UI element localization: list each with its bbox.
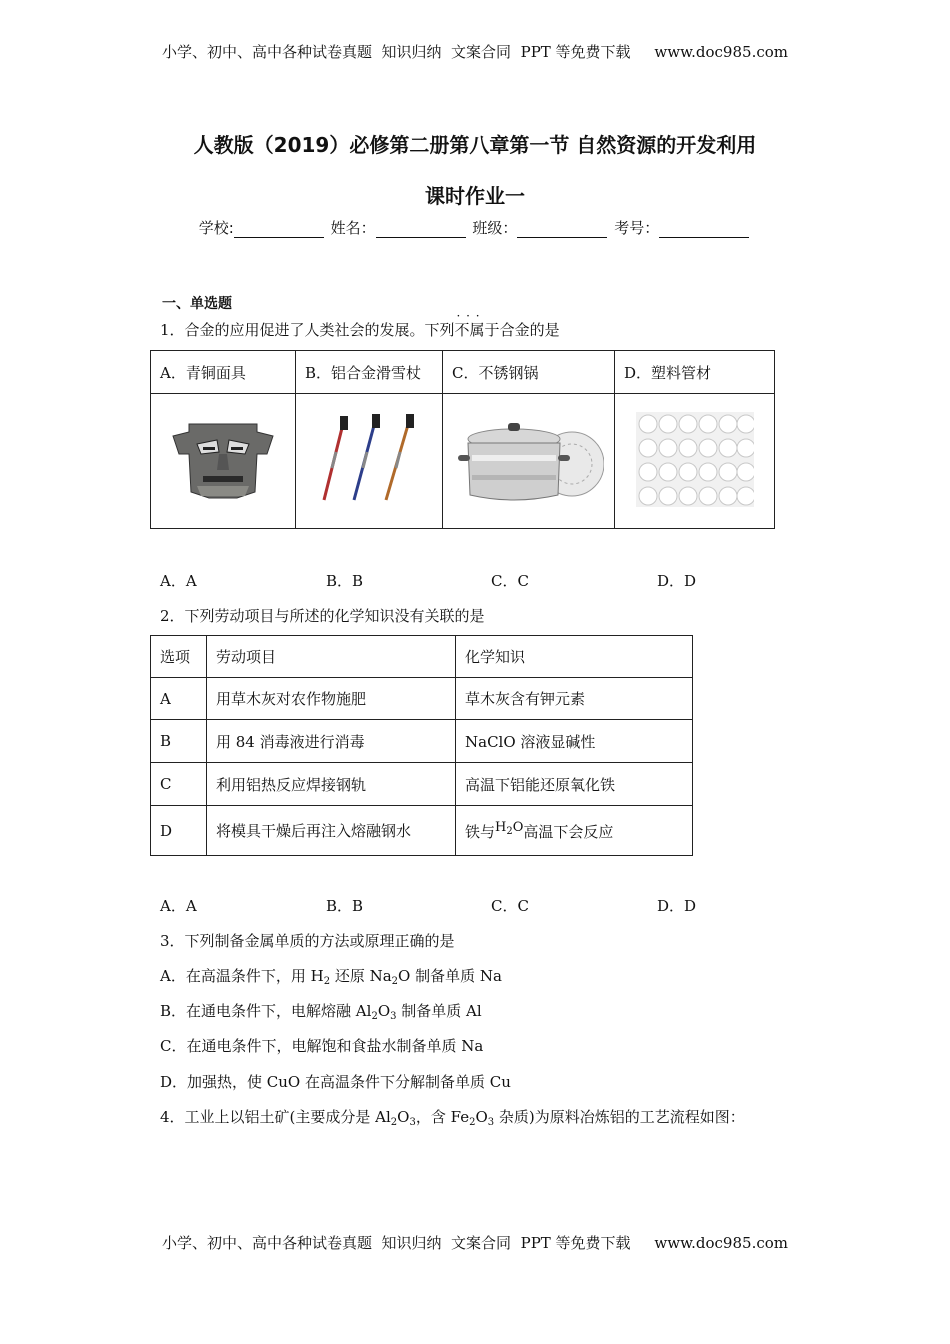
class-field[interactable] [517,223,607,238]
q2-header-option: 选项 [151,636,207,678]
q2-row-b [151,720,693,763]
q4-s3: 2 [469,1117,476,1128]
q2-row-d [151,806,693,856]
q2-option-d[interactable]: D．D [657,897,697,915]
q3b-t1: B．在通电条件下，电解熔融 Al [160,1002,372,1020]
q2-row-chemistry: 高温下铝能还原氧化铁 [456,763,693,806]
q2-row-option: C [151,763,207,806]
q4-t5: 杂质)为原料冶炼铝的工艺流程如图： [494,1108,745,1126]
q2-header-labor: 劳动项目 [207,636,456,678]
q2-row-c [151,763,693,806]
water-formula-h: H [495,819,507,835]
bronze-mask-image [151,394,296,529]
q2-row-labor: 利用铝热反应焊接钢轨 [207,763,456,806]
number-field[interactable] [659,223,749,238]
q3a-t2: 还原 Na [330,967,392,985]
page-footer: 小学、初中、高中各种试卷真题 知识归纳 文案合同 PPT 等免费下载 www.doc985.com [161,1234,788,1252]
school-label: 学校: [198,219,234,237]
water-formula-o: O [512,819,524,835]
q2-row-option: D [151,806,207,856]
q4-t4: O [475,1108,488,1126]
q1-text-post: 合金的是 [499,321,560,339]
question-3: 3．下列制备金属单质的方法或原理正确的是 [160,932,455,950]
class-label: 班级： [472,219,518,237]
q4-t2: O [397,1108,410,1126]
q2-row-labor: 将模具干燥后再注入熔融钢水 [207,806,456,856]
q2-row-labor: 用 84 消毒液进行消毒 [207,720,456,763]
q1-cell-c: C．不锈钢锅 [443,351,615,394]
q3a-t3: O 制备单质 Na [398,967,502,985]
school-field[interactable] [234,223,324,238]
q3a-s2: 2 [391,976,399,987]
q4-s4: 3 [487,1117,495,1128]
question-1 [160,319,560,340]
page-title: 人教版（2019）必修第二册第八章第一节 自然资源的开发利用 [193,133,757,157]
q3-option-c[interactable]: C．在通电条件下，电解饱和食盐水制备单质 Na [160,1037,484,1055]
q1-cell-a: A．青铜面具 [151,351,296,394]
ski-poles-image [296,394,443,529]
q3b-t2: O [377,1002,391,1020]
q3b-s2: 3 [390,1011,397,1022]
name-field[interactable] [376,223,466,238]
page-header: 小学、初中、高中各种试卷真题 知识归纳 文案合同 PPT 等免费下载 www.doc985.com [161,43,788,61]
number-label: 考号： [614,219,660,237]
q1-emphasis: 不属于 · · · [455,321,500,339]
q3-option-a[interactable] [160,965,502,987]
q2-row-chemistry [456,806,693,856]
q2-row-option: A [151,678,207,720]
q2-d-pre: 铁与 [465,822,496,841]
q2-row-option: B [151,720,207,763]
q1-cell-b: B．铝合金滑雪杖 [296,351,443,394]
q2-option-b[interactable]: B．B [326,897,364,915]
q1-option-b[interactable]: B．B [326,572,364,590]
question-4 [160,1106,745,1128]
q3-option-b[interactable] [160,1000,482,1022]
plastic-pipes-image [615,394,775,529]
section-heading: 一、单选题 [162,296,232,312]
student-info [0,217,950,238]
q2-row-chemistry: NaClO 溶液显碱性 [456,720,693,763]
q2-row-chemistry: 草木灰含有钾元素 [456,678,693,720]
q1-option-c[interactable]: C．C [491,572,529,590]
q2-row-a [151,678,693,720]
q2-table [150,635,693,856]
page-subtitle: 课时作业一 [425,184,525,208]
q3b-s1: 2 [371,1011,378,1022]
q3b-t3: 制备单质 Al [396,1002,482,1020]
steel-pot-image [443,394,615,529]
q3-option-d[interactable]: D．加强热，使 CuO 在高温条件下分解制备单质 Cu [160,1073,511,1091]
q2-option-a[interactable]: A．A [160,897,197,915]
q3a-t1: A．在高温条件下，用 H [160,967,324,985]
q2-header-chemistry: 化学知识 [456,636,693,678]
name-label: 姓名： [330,219,376,237]
q4-s1: 2 [390,1117,398,1128]
q1-text-pre: 1．合金的应用促进了人类社会的发展。下列 [160,321,455,339]
q1-option-a[interactable]: A．A [160,572,197,590]
water-formula-sub: 2 [506,825,513,837]
water-formula [495,820,523,835]
q1-option-d[interactable]: D．D [657,572,697,590]
q4-s2: 3 [409,1117,416,1128]
q2-row-labor: 用草木灰对农作物施肥 [207,678,456,720]
question-2: 2．下列劳动项目与所述的化学知识没有关联的是 [160,607,485,625]
q4-t3: ，含 Fe [415,1108,470,1126]
q2-d-post: 高温下会反应 [523,822,614,841]
q1-image-table [150,350,775,529]
q1-cell-d: D．塑料管材 [615,351,775,394]
q4-t1: 4．工业上以铝土矿(主要成分是 Al [160,1108,391,1126]
q2-option-c[interactable]: C．C [491,897,529,915]
q3a-s1: 2 [323,976,331,987]
